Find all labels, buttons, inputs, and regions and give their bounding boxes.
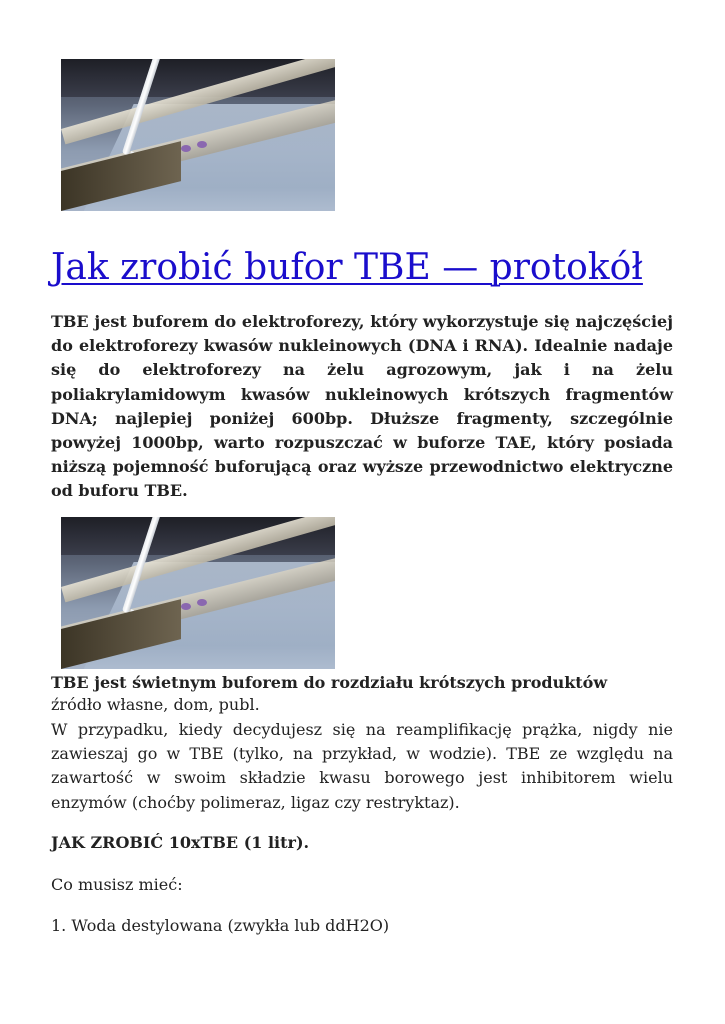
requirements-label: Co musisz mieć: [51, 875, 183, 894]
dye-well [181, 145, 191, 152]
section-heading: JAK ZROBIĆ 10xTBE (1 litr). [51, 833, 310, 852]
dye-well [181, 603, 191, 610]
article-title-link[interactable]: Jak zrobić bufor TBE — protokół [51, 247, 643, 288]
gel-electrophoresis-photo [61, 59, 335, 211]
list-item: 1. Woda destylowana (zwykła lub ddH2O) [51, 916, 390, 935]
image-caption-source: źródło własne, dom, publ. [51, 695, 260, 714]
image-caption-title: TBE jest świetnym buforem do rozdziału krótszych produktów [51, 673, 608, 692]
intro-paragraph: TBE jest buforem do elektroforezy, który wykorzystuje się najczęściej do elektroforezy kwasów nukleinowych (DNA i RNA). Idealnie nadaje się do elektroforezy na żelu agrozowym, jak i na żelu poliakrylamidowym kwasów nukleinowych krótszych fragmentów DNA; najlepiej poniżej 600bp. Dłuższe fragmenty, szczególnie powyżej 1000bp, warto rozpuszczać w buforze TAE, który posiada niższą pojemność buforującą oraz wyższe przewodnictwo elektryczne od buforu TBE. [51, 312, 673, 501]
dye-well [197, 141, 207, 148]
body-paragraph: W przypadku, kiedy decydujesz się na reamplifikację prążka, nigdy nie zawieszaj go w TBE (tylko, na przykład, w wodzie). TBE ze względu na zawartość w swoim składzie kwasu borowego jest inhibitorem wielu enzymów (choćby polimeraz, ligaz czy restryktaz). [51, 720, 673, 812]
dye-well [197, 599, 207, 606]
gel-electrophoresis-photo [61, 517, 335, 669]
